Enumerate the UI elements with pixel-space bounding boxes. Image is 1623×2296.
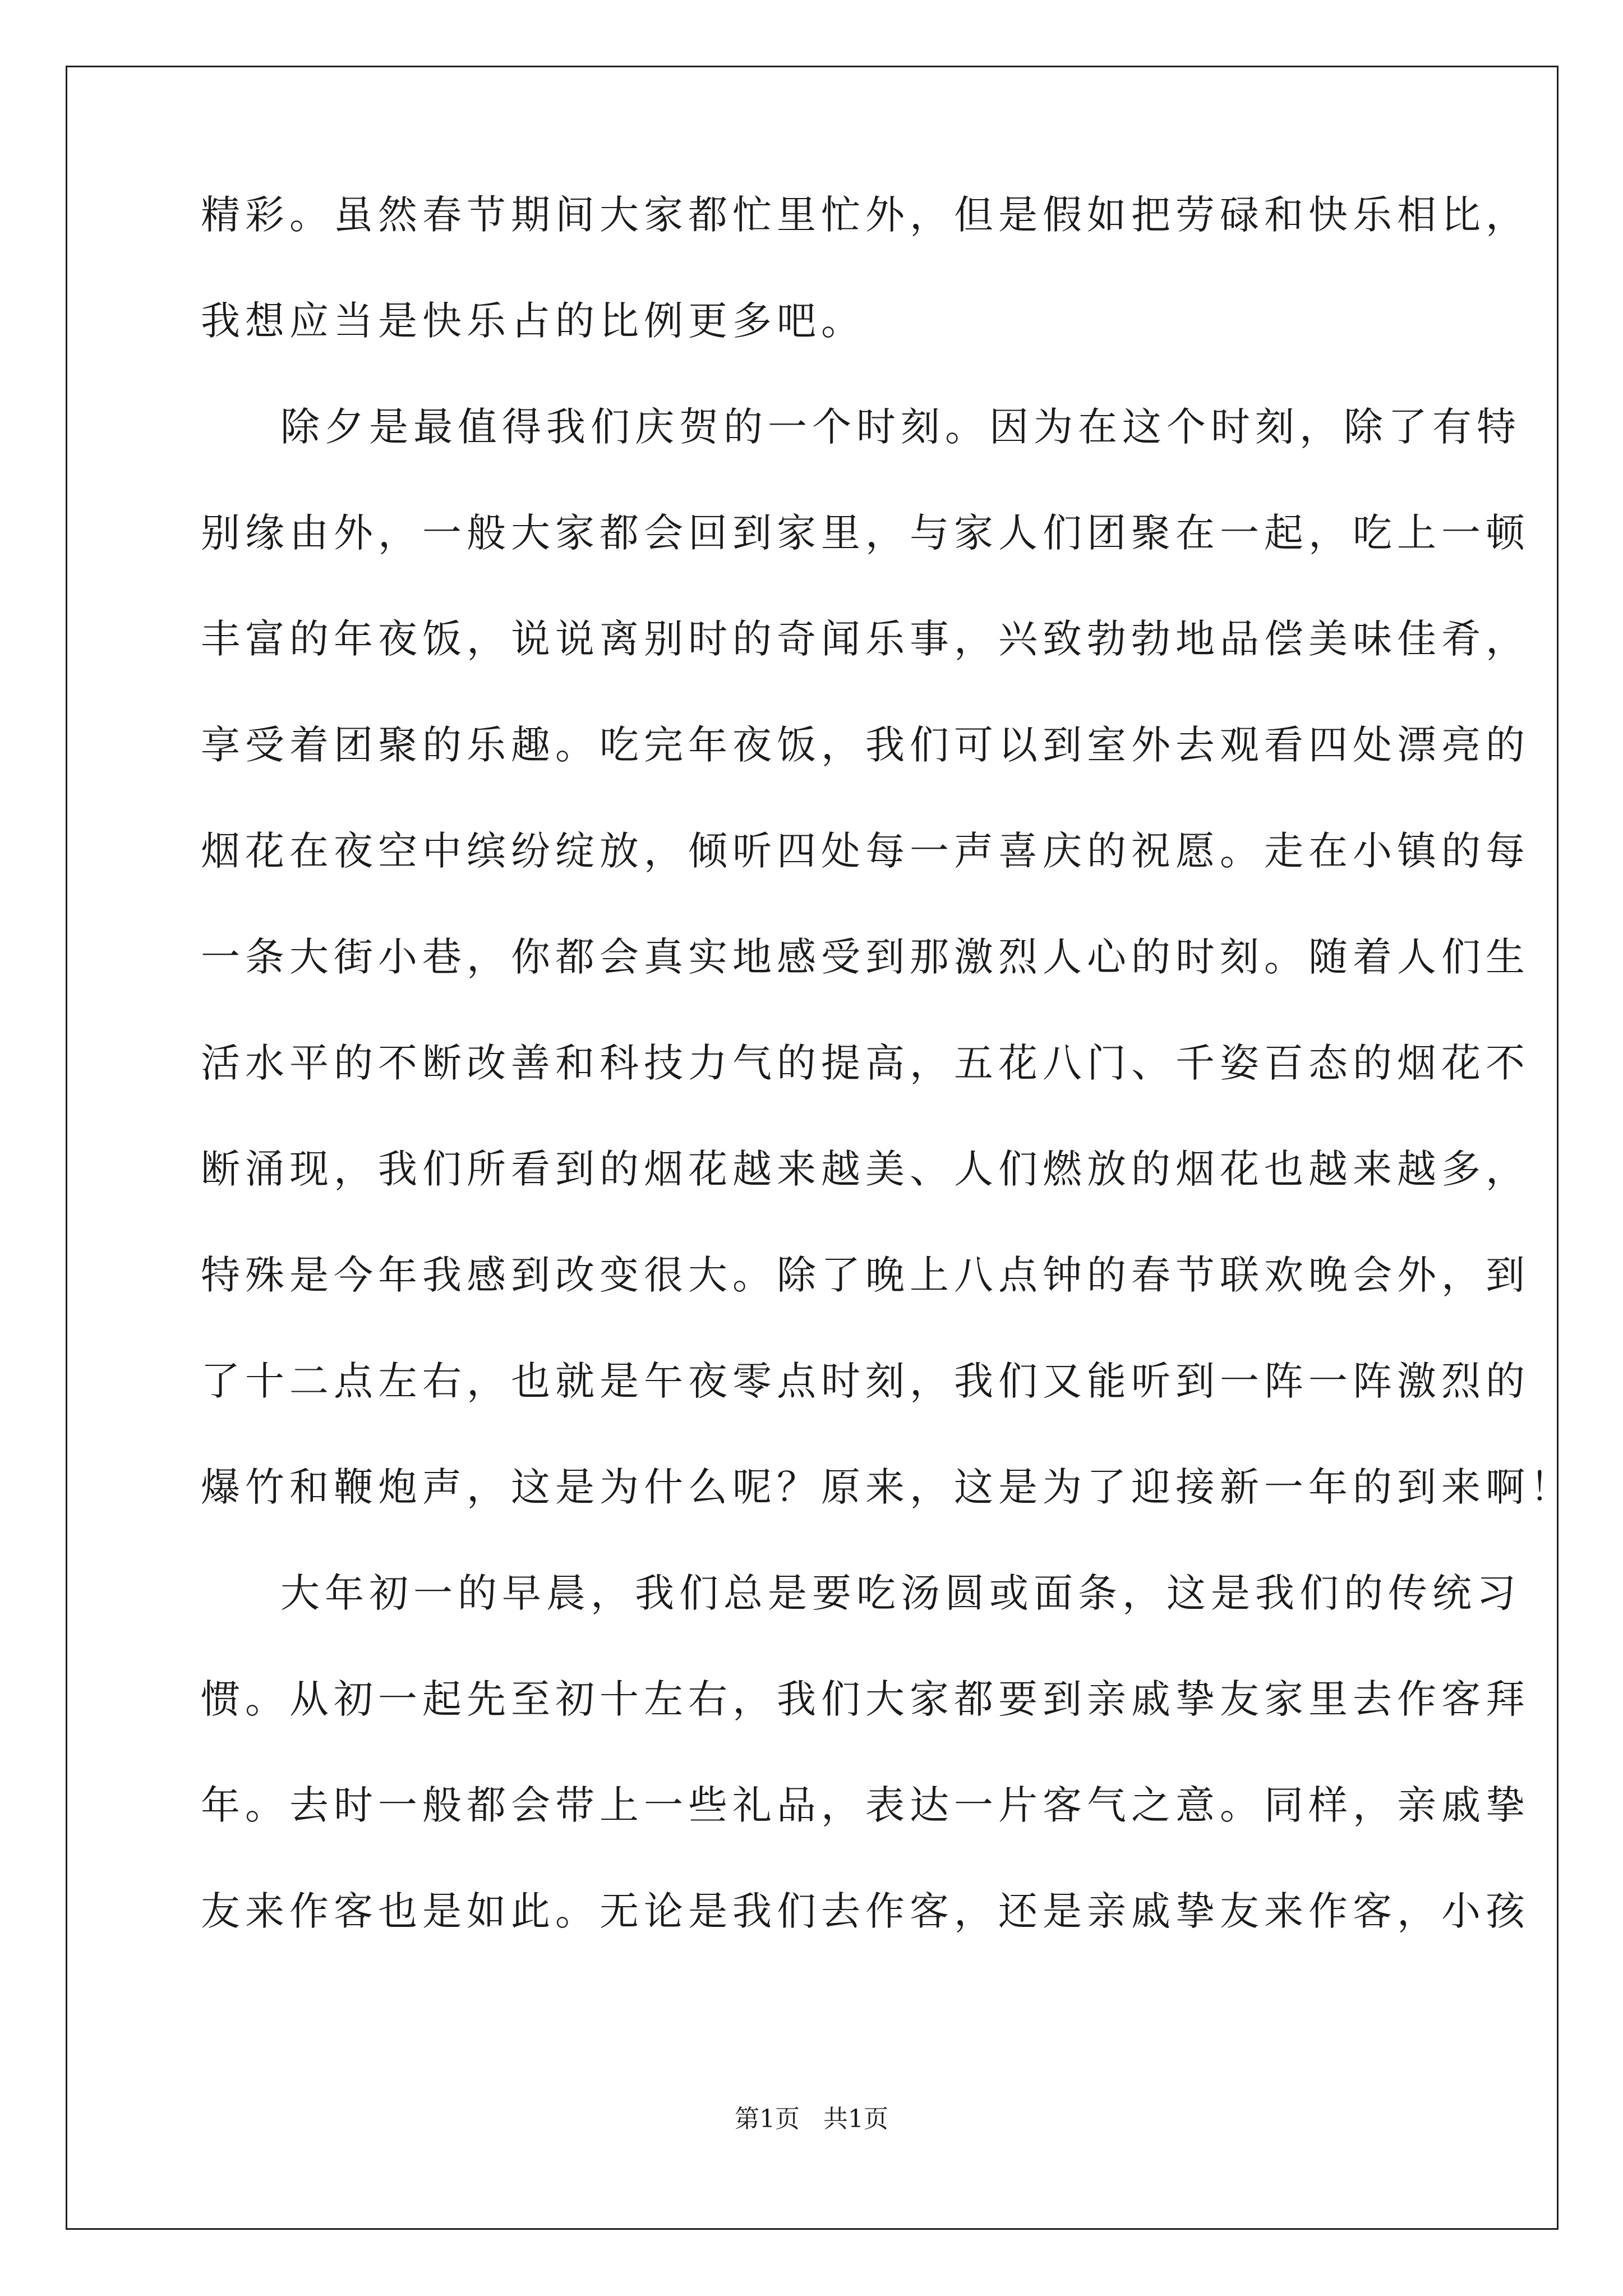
text-line-2: 我想应当是快乐占的比例更多吧。 (201, 298, 865, 344)
text-line-5: 丰富的年夜饭，说说离别时的奇闻乐事，兴致勃勃地品偿美味佳肴， (201, 616, 1530, 662)
text-line-6: 享受着团聚的乐趣。吃完年夜饭，我们可以到室外去观看四处漂亮的 (201, 722, 1530, 768)
text-line-15: 惯。从初一起先至初十左右，我们大家都要到亲戚挚友家里去作客拜 (201, 1676, 1530, 1722)
text-line-7: 烟花在夜空中缤纷绽放，倾听四处每一声喜庆的祝愿。走在小镇的每 (201, 828, 1530, 874)
text-line-13: 爆竹和鞭炮声，这是为什么呢？原来，这是为了迎接新一年的到来啊！ (201, 1464, 1574, 1510)
page-number-footer: 第1页 共1页 (735, 2105, 888, 2133)
text-line-17: 友来作客也是如此。无论是我们去作客，还是亲戚挚友来作客，小孩 (201, 1888, 1530, 1934)
text-line-3: 除夕是最值得我们庆贺的一个时刻。因为在这个时刻，除了有特 (280, 404, 1521, 450)
text-line-8: 一条大街小巷，你都会真实地感受到那激烈人心的时刻。随着人们生 (201, 934, 1530, 980)
text-line-9: 活水平的不断改善和科技力气的提高，五花八门、千姿百态的烟花不 (201, 1040, 1530, 1086)
text-line-10: 断涌现，我们所看到的烟花越来越美、人们燃放的烟花也越来越多， (201, 1146, 1530, 1192)
text-line-14: 大年初一的早晨，我们总是要吃汤圆或面条，这是我们的传统习 (280, 1570, 1521, 1616)
text-line-11: 特殊是今年我感到改变很大。除了晚上八点钟的春节联欢晚会外，到 (201, 1252, 1530, 1298)
text-line-12: 了十二点左右，也就是午夜零点时刻，我们又能听到一阵一阵激烈的 (201, 1358, 1530, 1404)
text-line-1: 精彩。虽然春节期间大家都忙里忙外，但是假如把劳碌和快乐相比， (201, 192, 1530, 238)
text-line-4: 别缘由外，一般大家都会回到家里，与家人们团聚在一起，吃上一顿 (201, 510, 1530, 556)
text-line-16: 年。去时一般都会带上一些礼品，表达一片客气之意。同样，亲戚挚 (201, 1782, 1530, 1828)
